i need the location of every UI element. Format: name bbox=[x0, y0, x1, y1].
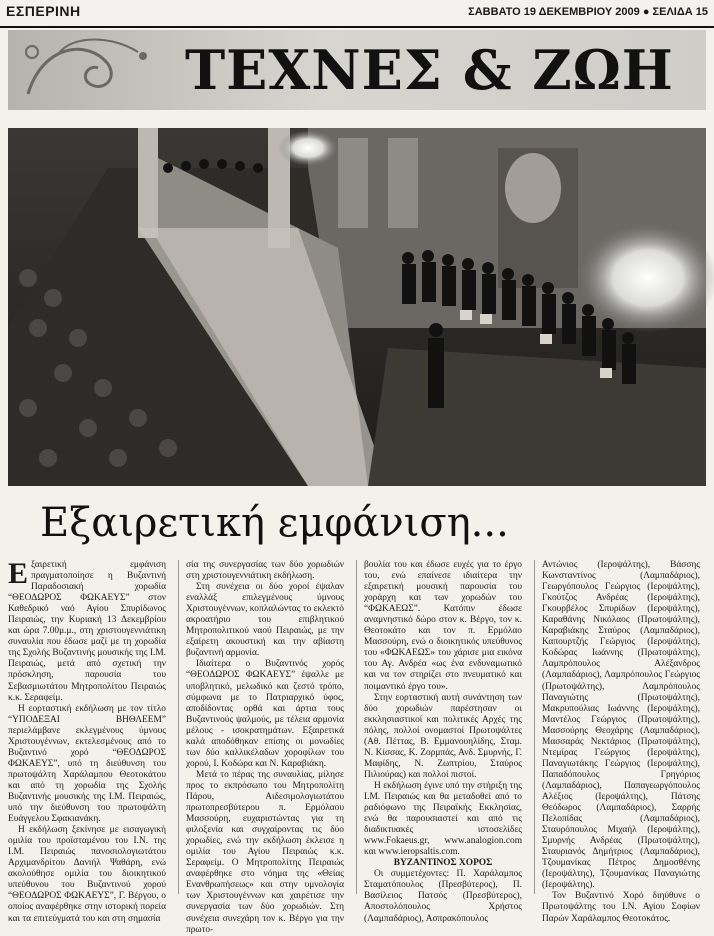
newspaper-name: ΕΣΠΕΡΙΝΗ bbox=[6, 3, 81, 19]
paragraph: Η εορταστική εκδήλωση με τον τίτλο “ΥΠΟΔΕΞΑΙ ΒΗΘΛΕΕΜ” περιελάμβανε εκλεγμένους ύμνους Χριστουγέννων, εκτελεσμένους από το Βυζαντινό χορό “ΘΕΟΔΩΡΟΣ ΦΩΚΑΕΥΣ”, υπό τη διεύθυνση του πρωτοψάλτη Χαράλαμπου Θεοτοκάτου και από τη χορωδία της Σχολής Βυζαντινής μουσικής της Ι.Μ. Πειραιώς, υπό την διεύθυνση του πρωτοψάλτη Ευάγγελου Σφακιανάκη. bbox=[8, 703, 166, 825]
article-headline: Εξαιρετική εμφάνιση... bbox=[40, 500, 509, 546]
article-column-3 bbox=[364, 560, 522, 924]
column-divider bbox=[178, 560, 179, 894]
paragraph: Αντώνιος (Ιεροψάλτης), Βάσσης Κωνσταντίνος (Λαμπαδάριος), Γεωργόπουλος Γεώργιος (Ιεροψάλτης), Γκούτζος Ανδρέας (Ιεροψάλτης), Γκουρβέλος Σπυρίδων (Ιεροψάλτης), Καραθάνης Νικόλαος (Πρωτοψάλτης), Καραβιάκης Σταύρος (Λαμπαδάριος), Καπουρτζής Γεώργιος (Ιεροψάλτης), Κοδώρας Ιωάννης (Πρωτοψάλτης), Λαμπρόπουλος Αλέξανδρος (Λαμπαδάριος), Λαμπρόπουλος Γεώργιος (Πρωτοψάλτης), Λαμπρόπουλος Παναγιώτης (Πρωτοψάλτης), Μακρυπούλιας Ιωάννης (Ιεροψάλτης), Μαντέλος Γεώργιος (Πρωτοψάλτης), Μασσούρης Θεοχάρης (Λαμπαδάριος), Μασσαράς Νεκτάριος (Πρωτοψάλτης), Ντεμίρας Γεώργιος (Ιεροψάλτης), Παναγιωτάκης Γεώργιος (Ιεροψάλτης), Παπαδόπουλος Γρηγόριος (Λαμπαδάριος), Παπαγεωργόπουλος Αλέξιος (Ιεροψάλτης), Πάτσης Θεόδωρος (Λαμπαδάριος), Σαρρής Πελοπίδας (Λαμπαδάριος), Σταυρόπουλος Μιχαήλ (Ιεροψάλτης), Σμυρνής Ανδρέας (Πρωτοψάλτης), Σταυριανός Δημήτριος (Λαμπαδάριος), Τζουμανίκας Πέτρος Δημοσθένης (Ιεροψάλτης), Τζουμανίκας Παναγιώτης (Ιεροψάλτης). bbox=[542, 560, 700, 891]
paragraph: βουλία του και έδωσε ευχές για το έργο του, ενώ επαίνεσε ιδιαίτερα την εξαιρετική μουσική παρουσία του χοράρχη και των χορωδών του “ΦΩΚΑΕΩΣ”. Κατόπιν έδωσε αναμνηστικό δώρο στον κ. Βέργο, τον κ. Θεοτοκάτο και τον π. Ερμόλαο Μασσούρη, ενώ ο διοικητικός υπεύθυνος του «ΦΩΚΑΕΩΣ» του χάρισε μια εικόνα του Αγ. Ανδρέα «ως ένα ενδυναμωτικό και να τον στηρίζει στο πνευματικό και ποιμαντικό έργο του». bbox=[364, 560, 522, 692]
column-divider bbox=[356, 560, 357, 894]
paragraph: Στη συνέχεια οι δύο χοροί έψαλαν εναλλάξ επιλεγμένους ύμνους Χριστουγέννων, κοπλαλώντας το εκλεκτό ακροατήριο του επιβλητικού Μητροπολιτικού ναού Πειραιώς, με την εξαίρετη ακουστική και την αβίαστη βυζαντινή αρμονία. bbox=[186, 582, 344, 659]
article-column-1 bbox=[8, 557, 166, 924]
paragraph: Εξαιρετική εμφάνιση πραγματοποίησε η Βυζαντινή Παραδοσιακή χορωδία “ΘΕΟΔΩΡΟΣ ΦΩΚΑΕΥΣ” στον Καθεδρικό ναό Αγίου Σπυρίδωνος Πειραιώς, την Κυριακή 13 Δεκεμβρίου και ώρα 7.00μ.μ., στη χριστουγεννιάτικη συναυλία που έδωσε μαζί με τη χορωδία της Σχολής Βυζαντινής μουσικής της Ι.Μ. Πειραιώς, μετά από σχετική την πρόσκληση, παρουσία του Σεβασμιωτάτου Μητροπολίτου Πειραιώς κ.κ. Σεραφείμ. bbox=[8, 557, 166, 703]
article-column-2 bbox=[186, 560, 344, 935]
paragraph: Στην εορταστική αυτή συνάντηση των δύο χορωδιών παρέστησαν οι εκκλησιαστικοί και πολιτικές Αρχές της πόλης, πολλοί ονομαστοί Πρωτοψάλτες (Αθ. Πέττας, Β. Εμμανουηλίδης, Σταμ. Ν. Κίσσας, Κ. Ζορμπάς, Ανδ. Σμυρνής, Γ. Μαφίδης, Ν. Ζωπτρίου, Σταύρος Πιλιούρας) και πολλοί πιστοί. bbox=[364, 692, 522, 780]
dateline: ΣΑΒΒΑΤΟ 19 ΔΕΚΕΜΒΡΙΟΥ 2009 ● ΣΕΛΙΔΑ 15 bbox=[468, 6, 708, 18]
paragraph: σία της συνεργασίας των δύο χορωδιών στη χριστουγεννιάτικη εκδήλωση. bbox=[186, 560, 344, 582]
ornament-swirl-icon bbox=[18, 34, 158, 106]
drop-cap: Ε bbox=[8, 557, 29, 590]
paragraph: Τον Βυζαντινό Χορό διηύθυνε ο Πρωτοψάλτης του Ι.Ν. Αγίου Σοφίων Παρών Χαράλαμπος Θεοτοκάτος. bbox=[542, 891, 700, 924]
church-interior-image bbox=[8, 128, 706, 486]
choir-photo bbox=[8, 128, 706, 486]
article-column-4 bbox=[542, 560, 700, 924]
paragraph: Ιδιαίτερα ο Βυζαντινός χορός “ΘΕΟΔΩΡΟΣ ΦΩΚΑΕΥΣ” έψαλλε με υποβλητικό, μελωδικό και ζεστό τρόπο, σύμφωνα με το Πατριαρχικό ύφος, αποδίδοντας ορθά και άρτια τους Βυζαντινούς ψαλμούς, με τέλεια αρμονία μέλους - ισοκρατημάτων. Εξαιρετικά καλά αποδόθηκαν επίσης οι μονωδίες των δύο καλλικέλαδων χοροφίλων του χορού, Ι. Κοδώρα και Ν. Καραβιάκη. bbox=[186, 659, 344, 769]
column-divider bbox=[534, 560, 535, 894]
subheading: ΒΥΖΑΝΤΙΝΟΣ ΧΟΡΟΣ bbox=[393, 858, 493, 869]
page-header bbox=[0, 0, 714, 28]
section-title: ΤΕΧΝΕΣ & ΖΩΗ bbox=[185, 38, 674, 102]
paragraph: Η εκδήλωση ξεκίνησε με εισαγωγική ομιλία του προϊσταμένου του Ι.Ν. της Ι.Μ. Πειραιώς πανοσιολογιωτάτου Αρχιμανδρίτου Δανιήλ Ψαθάρη, ενώ ακολούθησε ομιλία του διοικητικού υπεύθυνου του Βυζαντινού χορού “ΘΕΟΔΩΡΟΣ ΦΩΚΑΕΥΣ”, Γ. Βέργου, ο οποίος αναφέρθηκε στην ιστορική πορεία και τα επιτεύγματά του και στη σημασία bbox=[8, 825, 166, 924]
paragraph: Η εκδήλωση έγινε υπό την στήριξη της Ι.Μ. Πειραιώς και θα μεταδοθεί από το ραδιόφωνο της Πειραϊκής Εκκλησίας, ενώ θα παρουσιαστεί και από τις διαδικτυακές ιστοσελίδες www.Fokaeus.gr, www.analogion.com και www.ieropsaltis.com. bbox=[364, 780, 522, 858]
paragraph: Οι συμμετέχοντες: Π. Χαράλαμπος Σταματόπουλος (Πρεσβύτερος), Π. Βασίλειος Πατσός (Πρεσβύτερος), Αποστολόπουλος Χρήστος (Λαμπαδάριος), Ασπρακόπουλος bbox=[364, 869, 522, 924]
paragraph: Μετά το πέρας της συναυλίας, μίλησε προς το εκπρόσωπο του Μητροπολίτη Πάρου, Αιδεσιμολογιωτάτου πρωτοπρεσβύτερου π. Ερμόλαου Μασσούρη, ευχαριστώντας για τη φιλοξενία και συγχαίροντας τις δύο χορωδίες, ενώ την εκδήλωση έκλεισε η ομιλία του Αγίου Πειραιώς κ.κ. Σεραφείμ. Ο Μητροπολίτης Πειραιώς αναφέρθηκε στο νόημα της «Θείας Ενανθρωπήσεως» και στην υμνολογία των Χριστουγέννων και χαιρέτισε την συνεργασία των δύο χορωδιών. Στη συνέχεια συνεχάρη τον κ. Βέργο για την πρωτο- bbox=[186, 769, 344, 935]
